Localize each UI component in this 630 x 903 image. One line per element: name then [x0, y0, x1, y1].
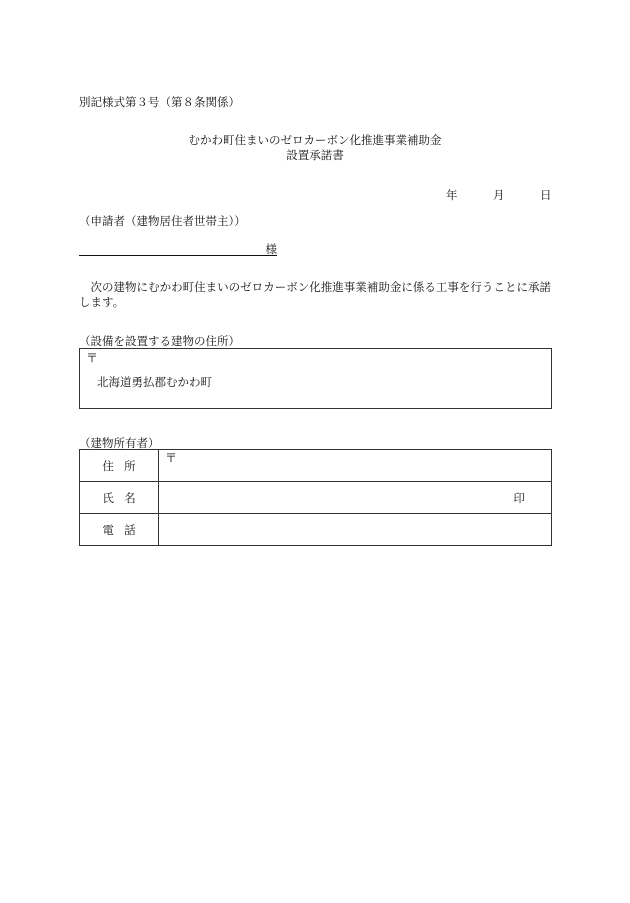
title-line-2: 設置承諾書 [286, 148, 344, 162]
applicant-honorific: 様 [265, 242, 277, 256]
owner-phone-row [80, 514, 552, 546]
owner-address-row [80, 450, 552, 482]
postal-mark-icon: 〒 [86, 351, 99, 365]
form-number: 別記様式第３号（第８条関係） [79, 95, 240, 109]
owner-table [79, 449, 552, 546]
seal-mark: 印 [513, 491, 525, 505]
date-day-label: 日 [540, 188, 552, 202]
owner-postal-mark-icon: 〒 [165, 451, 178, 465]
title-line-1: むかわ町住まいのゼロカーボン化推進事業補助金 [188, 133, 442, 147]
owner-phone-field[interactable] [159, 514, 552, 546]
install-address-label: （設備を設置する建物の住所） [79, 334, 240, 348]
install-address-box[interactable] [79, 348, 552, 409]
owner-name-field[interactable] [159, 482, 552, 514]
owner-address-header: 住所 [80, 450, 159, 482]
applicant-label: （申請者（建物居住者世帯主）） [79, 214, 246, 228]
document-title [0, 133, 630, 163]
consent-statement: 次の建物にむかわ町住まいのゼロカーボン化推進事業補助金に係る工事を行うことに承諾します。 [79, 280, 551, 309]
install-address-text: 北海道勇払郡むかわ町 [97, 375, 212, 389]
applicant-name-field[interactable] [79, 241, 277, 256]
owner-phone-header: 電話 [80, 514, 159, 546]
owner-label: （建物所有者） [79, 436, 160, 450]
date-month-label: 月 [493, 188, 505, 202]
owner-address-field[interactable] [159, 450, 552, 482]
date-year-label: 年 [446, 188, 458, 202]
owner-name-row [80, 482, 552, 514]
owner-name-header: 氏名 [80, 482, 159, 514]
